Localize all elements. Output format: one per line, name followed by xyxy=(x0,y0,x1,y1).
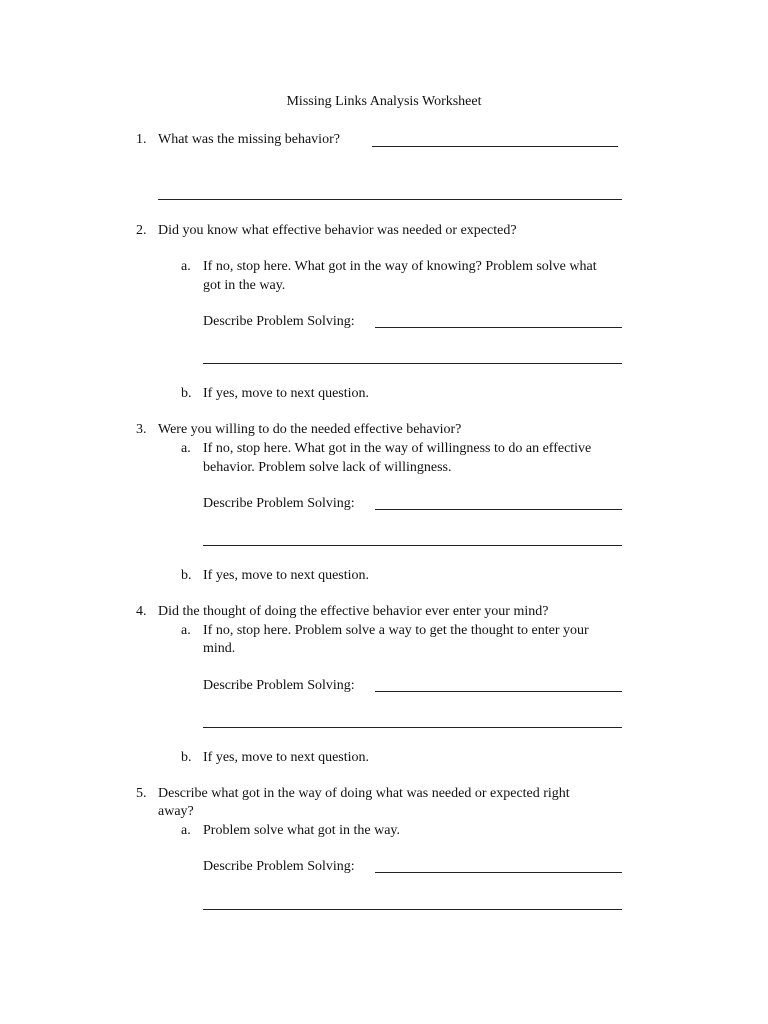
question-4b-text: If yes, move to next question. xyxy=(203,750,370,765)
question-4-number: 4. xyxy=(136,604,147,619)
question-2-text: Did you know what effective behavior was needed or expected? xyxy=(158,223,517,238)
question-2a-line1: If no, stop here. What got in the way of knowing? Problem solve what xyxy=(203,259,597,274)
question-2b-label: b. xyxy=(181,386,192,401)
question-3-describe-line[interactable] xyxy=(203,545,622,546)
question-2a-line2: got in the way. xyxy=(203,278,286,293)
question-3b-label: b. xyxy=(181,568,192,583)
question-3a-line1: If no, stop here. What got in the way of willingness to do an effective xyxy=(203,441,592,456)
question-4a-line1: If no, stop here. Problem solve a way to get the thought to enter your xyxy=(203,623,589,638)
question-3a-label: a. xyxy=(181,441,191,456)
question-2-describe-line[interactable] xyxy=(203,363,622,364)
question-3-describe-line-inline[interactable] xyxy=(375,509,622,510)
question-4-describe-line-inline[interactable] xyxy=(375,691,622,692)
question-2-describe-line-inline[interactable] xyxy=(375,327,622,328)
question-3-describe-label: Describe Problem Solving: xyxy=(203,496,355,511)
question-4a-label: a. xyxy=(181,623,191,638)
question-4a-line2: mind. xyxy=(203,641,236,656)
question-5a-text: Problem solve what got in the way. xyxy=(203,823,401,838)
question-1-answer-line[interactable] xyxy=(158,199,622,200)
question-4-text: Did the thought of doing the effective behavior ever enter your mind? xyxy=(158,604,549,619)
question-5-line1: Describe what got in the way of doing what was needed or expected right xyxy=(158,786,570,801)
question-4-describe-line[interactable] xyxy=(203,727,622,728)
question-2a-label: a. xyxy=(181,259,191,274)
question-4b-label: b. xyxy=(181,750,192,765)
question-5-number: 5. xyxy=(136,786,147,801)
question-3a-line2: behavior. Problem solve lack of willingness. xyxy=(203,460,452,475)
question-5-describe-line[interactable] xyxy=(203,909,622,910)
question-1-answer-line-inline[interactable] xyxy=(372,146,618,147)
question-4-describe-label: Describe Problem Solving: xyxy=(203,678,355,693)
question-2b-text: If yes, move to next question. xyxy=(203,386,370,401)
question-5-describe-label: Describe Problem Solving: xyxy=(203,859,355,874)
question-5-describe-line-inline[interactable] xyxy=(375,872,622,873)
question-2-number: 2. xyxy=(136,223,147,238)
question-5a-label: a. xyxy=(181,823,191,838)
worksheet-title: Missing Links Analysis Worksheet xyxy=(286,94,482,109)
question-1-number: 1. xyxy=(136,132,147,147)
question-3b-text: If yes, move to next question. xyxy=(203,568,370,583)
question-3-number: 3. xyxy=(136,422,147,437)
question-1-text: What was the missing behavior? xyxy=(158,132,340,147)
question-5-line2: away? xyxy=(158,804,194,819)
question-2-describe-label: Describe Problem Solving: xyxy=(203,314,355,329)
question-3-text: Were you willing to do the needed effective behavior? xyxy=(158,422,462,437)
